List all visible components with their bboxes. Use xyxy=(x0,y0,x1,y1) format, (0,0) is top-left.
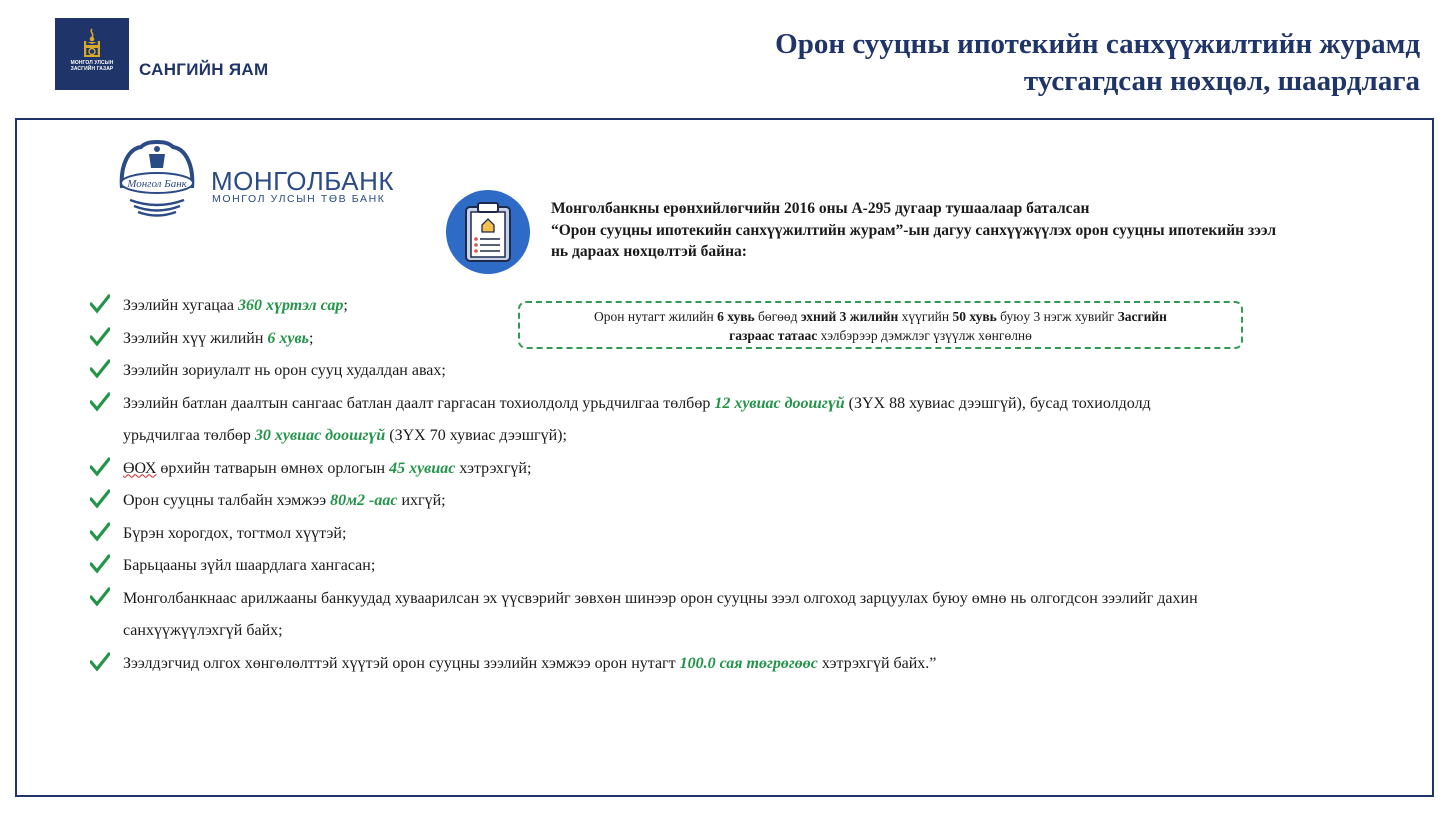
check-icon xyxy=(90,359,110,379)
check-icon xyxy=(90,554,110,574)
list-item: Зээлийн хүү жилийн 6 хувь; xyxy=(90,323,1390,356)
clipboard-circle xyxy=(446,190,530,274)
page-title-line-2: тусгагдсан нөхцөл, шаардлага xyxy=(1023,65,1420,97)
list-item: Зээлийн хугацаа 360 хүртэл сар; xyxy=(90,290,1390,323)
check-icon xyxy=(90,294,110,314)
ministry-name: САНГИЙН ЯАМ xyxy=(139,60,269,79)
list-item: Зээлийн зориулалт нь орон сууц худалдан авах; xyxy=(90,355,1390,388)
mongolbank-logo-icon xyxy=(116,140,198,222)
intro-text: Монголбанкны ерөнхийлөгчийн 2016 оны А-295 дугаар тушаалаар баталсан “Орон сууцны ипотекийн санхүүжилтийн журам”-ын дагуу санхүүжүүлэх орон сууцны ипотекийн зээл нь дараах нөхцөлтэй байна: xyxy=(551,200,1277,260)
list-item: Зээлийн батлан даалтын сангаас батлан даалт гаргасан тохиолдолд урьдчилгаа төлбөр 12 хувиас доошгүй (ЗҮХ 88 хувиас дээшгүй), бусад тохиолдолд урьдчилгаа төлбөр 30 хувиас доошгүй (ЗҮХ 70 хувиас дээшгүй); xyxy=(90,388,1390,453)
list-item: Зээлдэгчид олгох хөнгөлөлттэй хүүтэй орон сууцны зээлийн хэмжээ орон нутагт 100.0 сая төгрөгөөс хэтрэхгүй байх.” xyxy=(90,648,1390,681)
page-title-line-1: Орон сууцны ипотекийн санхүүжилтийн журамд xyxy=(775,28,1420,60)
check-icon xyxy=(90,327,110,347)
check-icon xyxy=(90,587,110,607)
check-icon xyxy=(90,392,110,412)
check-icon xyxy=(90,457,110,477)
subsidy-note-box: Орон нутагт жилийн 6 хувь бөгөөд эхний 3 жилийн хүүгийн 50 хувь буюу 3 нэгж хувийг Засгийн газраас татаас хэлбэрээр дэмжлэг үзүүлж хөнгөлнө xyxy=(518,301,1243,349)
list-item: Орон сууцны талбайн хэмжээ 80м2 -аас ихгүй; xyxy=(90,485,1390,518)
conditions-list xyxy=(90,290,1390,680)
list-item: Барьцааны зүйл шаардлага хангасан; xyxy=(90,550,1390,583)
check-icon xyxy=(90,652,110,672)
emblem-caption: МОНГОЛ УЛСЫН ЗАСГИЙН ГАЗАР xyxy=(70,60,114,72)
list-item: ӨОХ өрхийн татварын өмнөх орлогын 45 хувиас хэтрэхгүй; xyxy=(90,453,1390,486)
logo-script: Монгол Банк xyxy=(127,178,187,190)
mongolbank-name: МОНГОЛБАНК xyxy=(211,166,395,196)
list-item: Монголбанкнаас арилжааны банкуудад хуваарилсан эх үүсвэрийг зөвхөн шинээр орон сууцны зээл олгоход зарцуулах буюу өмнө нь олгогдсон зээлийг дахин санхүүжүүлэхгүй байх; xyxy=(90,583,1390,648)
soyombo-icon xyxy=(80,28,104,58)
page-title xyxy=(775,26,1420,100)
mongolbank-subtitle: МОНГОЛ УЛСЫН ТӨВ БАНК xyxy=(212,193,386,205)
check-icon xyxy=(90,522,110,542)
check-icon xyxy=(90,489,110,509)
clipboard-icon xyxy=(461,201,515,263)
list-item: Бүрэн хорогдох, тогтмол хүүтэй; xyxy=(90,518,1390,551)
government-emblem xyxy=(55,18,129,90)
